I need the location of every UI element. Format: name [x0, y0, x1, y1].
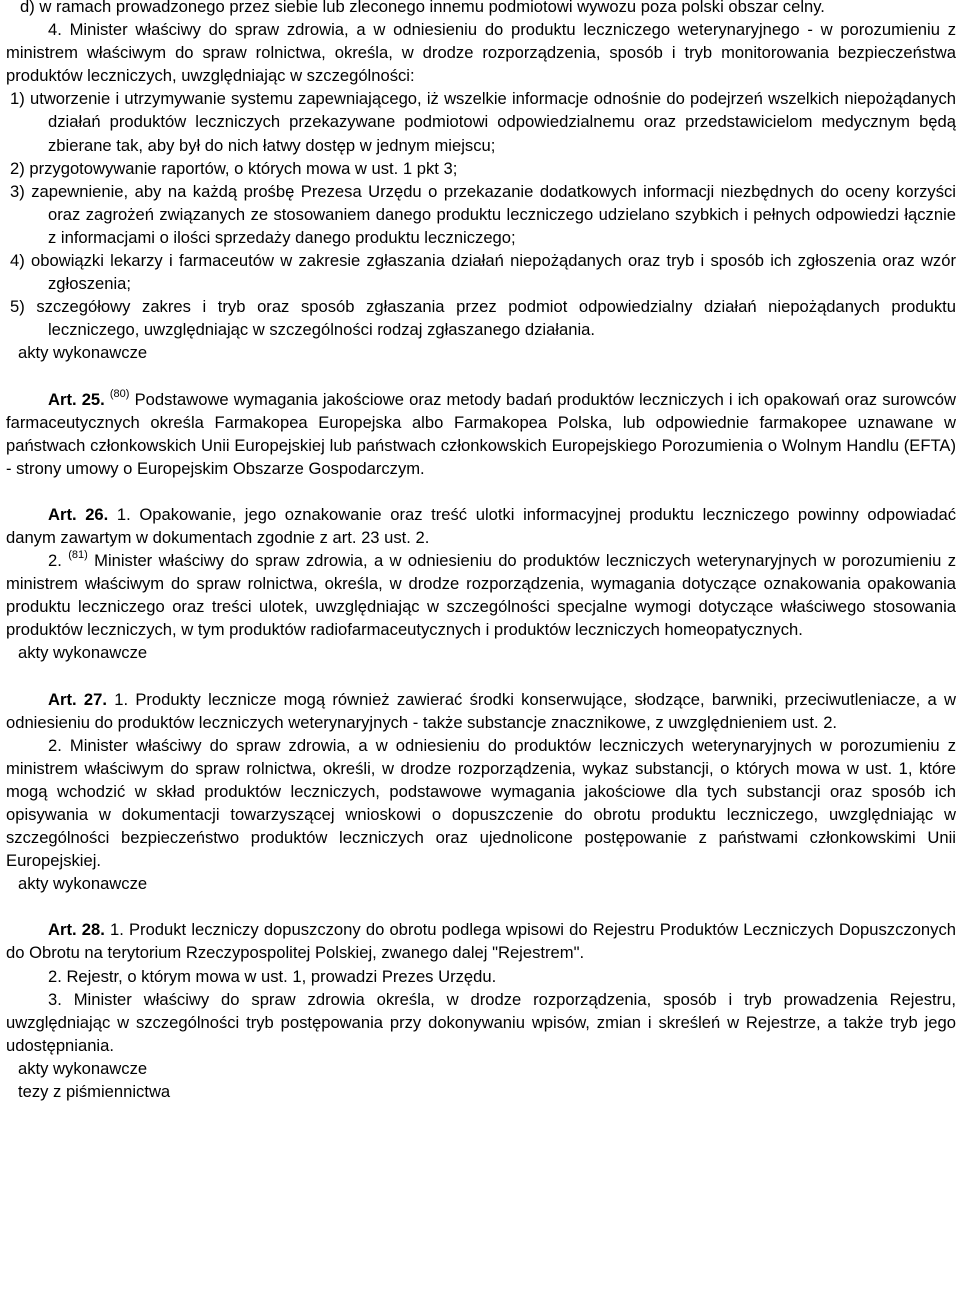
spacer: [6, 665, 956, 688]
article-26-p2-text: Minister właściwy do spraw zdrowia, a w odniesieniu do produktów leczniczych weterynaryjnych w porozumieniu z ministrem właściwym do spraw rolnictwa, określa, w drodze rozporządzenia, wymagania dotyczące oznakowania opakowania produktu leczniczego oraz treści ulotek, uwzględniając w szczególności specjalne wymogi dotyczące właściwego stosowania produktów leczniczych, w tym produktów radiofarmaceutycznych i produktów leczniczych homeopatycznych.: [6, 551, 956, 640]
article-25-text: Podstawowe wymagania jakościowe oraz metody badań produktów leczniczych i ich opakowań oraz surowców farmaceutycznych określa Farmakopea Europejska albo Farmakopea Polska, lub odpowiednie farmakopee uznawane w państwach członkowskich Unii Europejskiej lub państwach członkowskich Europejskiego Porozumienia o Wolnym Handlu (EFTA) - strony umowy o Europejskim Obszarze Gospodarczym.: [6, 389, 956, 478]
spacer: [6, 480, 956, 503]
article-27-label: Art. 27.: [48, 689, 107, 709]
article-26-p1-text: 1. Opakowanie, jego oznakowanie oraz treść ulotki informacyjnej produktu leczniczego powinny odpowiadać danym zawartym w dokumentach zgodnie z art. 23 ust. 2.: [6, 504, 956, 547]
akty-wykonawcze-link[interactable]: akty wykonawcze: [18, 643, 148, 663]
list-item-5: 5) szczegółowy zakres i tryb oraz sposób zgłaszania przez podmiot odpowiedzialny działań niepożądanych produktu leczniczego, uwzględniając w szczególności rodzaj zgłaszanego działania.: [10, 297, 956, 340]
article-26-label: Art. 26.: [48, 504, 109, 524]
article-27-p1-text: 1. Produkty lecznicze mogą również zawierać środki konserwujące, słodzące, barwniki, przeciwutleniacze, a w odniesieniu do produktów leczniczych weterynaryjnych - także substancje znacznikowe, z uwzględnieniem ust. 2.: [6, 689, 956, 732]
article-25: [6, 388, 956, 480]
article-28-p3: 3. Minister właściwy do spraw zdrowia określa, w drodze rozporządzenia, sposób i tryb prowadzenia Rejestru, uwzględniając w szczególności tryb postępowania przy dokonywaniu wpisów, zmian i skreśleń w Rejestrze, a także tryb jego udostępniania.: [6, 989, 956, 1055]
article-26-p1: [6, 503, 956, 549]
article-28-p2: 2. Rejestr, o którym mowa w ust. 1, prowadzi Prezes Urzędu.: [48, 966, 497, 986]
akty-wykonawcze-link[interactable]: akty wykonawcze: [18, 1058, 148, 1078]
akty-wykonawcze-link[interactable]: akty wykonawcze: [18, 874, 148, 894]
list-item-4: 4) obowiązki lekarzy i farmaceutów w zakresie zgłaszania działań niepożądanych oraz tryb i sposób ich zgłoszenia oraz wzór zgłoszenia;: [10, 251, 956, 294]
article-28-p1: [6, 918, 956, 964]
tezy-z-pismiennictwa-link[interactable]: tezy z piśmiennictwa: [18, 1082, 171, 1102]
footnote-81[interactable]: (81): [68, 549, 88, 562]
list-item-3: 3) zapewnienie, aby na każdą prośbę Prezesa Urzędu o przekazanie dodatkowych informacji niezbędnych do oceny korzyści oraz zagrożeń związanych ze stosowaniem danego produktu leczniczego udzielano szybkich i pełnych odpowiedzi łącznie z informacjami o ilości sprzedaży danego produktu leczniczego;: [10, 181, 956, 247]
list-item-2: 2) przygotowywanie raportów, o których mowa w ust. 1 pkt 3;: [10, 158, 458, 178]
akty-wykonawcze-link[interactable]: akty wykonawcze: [18, 343, 148, 363]
footnote-80[interactable]: (80): [109, 387, 130, 400]
article-25-label: Art. 25.: [48, 389, 105, 409]
list-item-1: 1) utworzenie i utrzymywanie systemu zapewniającego, iż wszelkie informacje odnośnie do podejrzeń wszelkich niepożądanych działań produktów leczniczych przekazywane podmiotowi odpowiedzialnemu oraz przedstawicielom medycznym będą zbierane tak, aby był do nich łatwy dostęp w jednym miejscu;: [10, 89, 956, 155]
article-26-p2: [6, 549, 956, 641]
spacer: [6, 895, 956, 918]
article-28-label: Art. 28.: [48, 920, 105, 940]
spacer: [6, 365, 956, 388]
paragraph-4: 4. Minister właściwy do spraw zdrowia, a w odniesieniu do produktu leczniczego weterynaryjnego - w porozumieniu z ministrem właściwym do spraw rolnictwa, określa, w drodze rozporządzenia, sposób i tryb monitorowania bezpieczeństwa produktów leczniczych, uwzględniając w szczególności:: [6, 20, 956, 86]
article-27-p2: 2. Minister właściwy do spraw zdrowia, a w odniesieniu do produktów leczniczych weterynaryjnych w porozumieniu z ministrem właściwym do spraw rolnictwa, określi, w drodze rozporządzenia, wykaz substancji, o których mowa w ust. 1, które mogą wchodzić w skład produktów leczniczych, podstawowe wymagania jakościowe dla tych substancji oraz sposób ich opisywania w dokumentacji towarzyszącej wnioskowi o dopuszczenie do obrotu produktu leczniczego, uwzględniając w szczególności bezpieczeństwo produktów leczniczych oraz ujednolicone postępowanie z państwami członkowskimi Unii Europejskiej.: [6, 735, 956, 871]
article-26-p2-number: 2.: [48, 551, 62, 571]
article-27-p1: [6, 688, 956, 734]
document-page: [6, 0, 956, 1103]
article-28-p1-text: 1. Produkt leczniczy dopuszczony do obrotu podlega wpisowi do Rejestru Produktów Leczniczych Dopuszczonych do Obrotu na terytorium Rzeczypospolitej Polskiej, zwanego dalej "Rejestrem".: [6, 920, 956, 963]
list-item-d: d) w ramach prowadzonego przez siebie lub zleconego innemu podmiotowi wywozu poza polski obszar celny.: [20, 0, 825, 16]
